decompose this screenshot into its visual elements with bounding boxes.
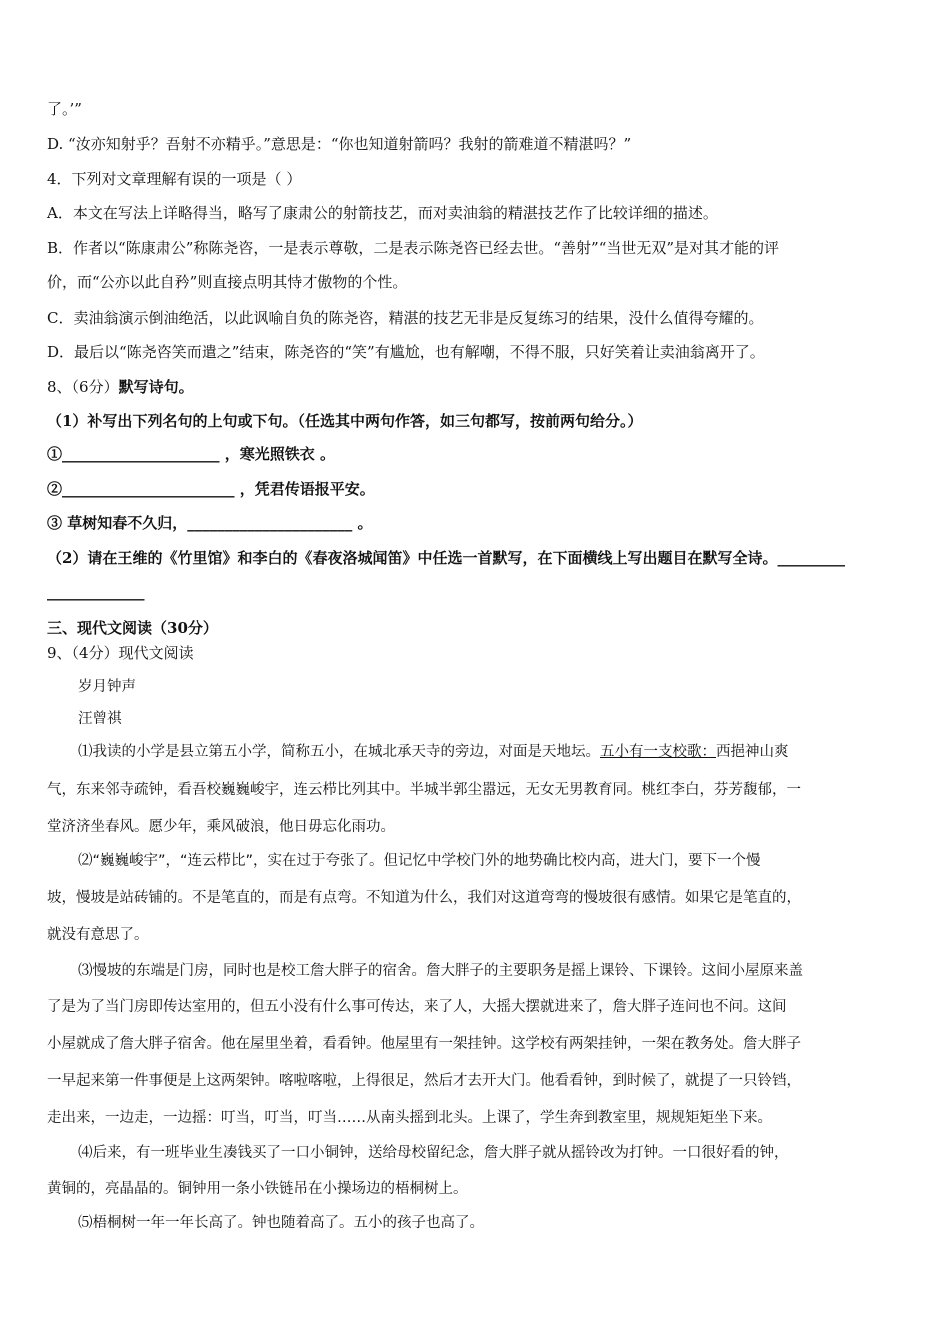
answer-line: _____________: [47, 583, 145, 601]
paragraph-1: [78, 741, 789, 763]
section-heading: 三、现代文阅读（30分）: [47, 619, 218, 637]
option-a: A．本文在写法上详略得当，略写了康肃公的射箭技艺，而对卖油翁的精湛技艺作了比较详细的描述。: [47, 204, 718, 222]
fill-blank-3: ③ 草树知春不久归，______________________ 。: [47, 514, 373, 532]
text-line: 了。’”: [47, 100, 82, 118]
article-line: 坡，慢坡是站砖铺的。不是笔直的，而是有点弯。不知道为什么，我们对这道弯弯的慢坡很有感情。如果它是笔直的，: [47, 890, 801, 906]
question-8: [47, 376, 194, 398]
option-b-cont: 价，而“公亦以此自矜”则直接点明其恃才傲物的个性。: [47, 273, 408, 291]
article-title: 岁月钟声: [78, 679, 136, 695]
article-line: 黄铜的，亮晶晶的。铜钟用一条小铁链吊在小操场边的梧桐树上。: [47, 1181, 468, 1197]
paragraph-2: ⑵“巍巍峻宇”，“连云栉比”，实在过于夸张了。但记忆中学校门外的地势确比校内高，进大门，要下一个慢: [78, 853, 761, 869]
school-song-underlined: 五小有一支校歌：: [600, 744, 716, 760]
option-c: C．卖油翁演示倒油绝活，以此讽喻自负的陈尧咨，精湛的技艺无非是反复练习的结果，没什么值得夸耀的。: [47, 309, 764, 327]
article-line: 走出来，一边走，一边摇：叮当，叮当，叮当……从南头摇到北头。上课了，学生奔到教室里，规规矩矩坐下来。: [47, 1110, 772, 1126]
paragraph-3: ⑶慢坡的东端是门房，同时也是校工詹大胖子的宿舍。詹大胖子的主要职务是摇上课铃、下课铃。这间小屋原来盖: [78, 963, 803, 979]
question-8-title: 默写诗句。: [118, 378, 194, 396]
paragraph-5: ⑸梧桐树一年一年长高了。钟也随着高了。五小的孩子也高了。: [78, 1215, 484, 1231]
article-line: 小屋就成了詹大胖子宿舍。他在屋里坐着，看看钟。他屋里有一架挂钟。这学校有两架挂钟，一架在教务处。詹大胖子: [47, 1036, 801, 1052]
fill-blank-2: ②_______________________ ，凭君传语报平安。: [47, 480, 375, 498]
question-8-prefix: 8、（6分）: [47, 378, 119, 396]
paragraph-1-song: 西挹神山爽: [716, 744, 789, 760]
article-line: 了是为了当门房即传达室用的，但五小没有什么事可传达，来了人，大摇大摆就进来了，詹大胖子连问也不问。这间: [47, 999, 787, 1015]
article-line: 一早起来第一件事便是上这两架钟。喀啦喀啦，上得很足，然后才去开大门。他看看钟，到时候了，就提了一只铃铛，: [47, 1073, 801, 1089]
fill-blank-1: ①_____________________ ，寒光照铁衣 。: [47, 445, 335, 463]
article-line: 堂济济坐春风。愿少年，乘风破浪，他日毋忘化雨功。: [47, 819, 395, 835]
question-9: 9、（4分）现代文阅读: [47, 644, 194, 662]
question-8-part-2: （2）请在王维的《竹里馆》和李白的《春夜洛城闻笛》中任选一首默写，在下面横线上写出题目在默写全诗。_________: [47, 549, 845, 567]
article-line: 气，东来邻寺疏钟，看吾校巍巍峻宇，连云栉比列其中。半城半郭尘嚣远，无女无男教育同。桃红李白，芬芳馥郁，一: [47, 782, 801, 798]
article-line: 就没有意思了。: [47, 927, 149, 943]
option-b: B．作者以“陈康肃公”称陈尧咨，一是表示尊敬，二是表示陈尧咨已经去世。“善射”“当世无双”是对其才能的评: [47, 239, 780, 257]
option-d: D．最后以“陈尧咨笑而遣之”结束，陈尧咨的“笑”有尴尬，也有解嘲，不得不服，只好笑着让卖油翁离开了。: [47, 343, 765, 361]
option-d-translation: D. “汝亦知射乎？吾射不亦精乎。”意思是：“你也知道射箭吗？我射的箭难道不精湛吗？”: [47, 135, 632, 153]
paragraph-4: ⑷后来，有一班毕业生凑钱买了一口小铜钟，送给母校留纪念，詹大胖子就从摇铃改为打钟。一口很好看的钟，: [78, 1145, 789, 1161]
paragraph-1-text: ⑴我读的小学是县立第五小学，简称五小，在城北承天寺的旁边，对面是天地坛。: [78, 744, 600, 760]
question-4: 4．下列对文章理解有误的一项是（ ）: [47, 170, 302, 188]
article-author: 汪曾祺: [78, 711, 122, 727]
question-8-part-1: （1）补写出下列名句的上句或下句。（任选其中两句作答，如三句都写，按前两句给分。）: [47, 412, 643, 430]
